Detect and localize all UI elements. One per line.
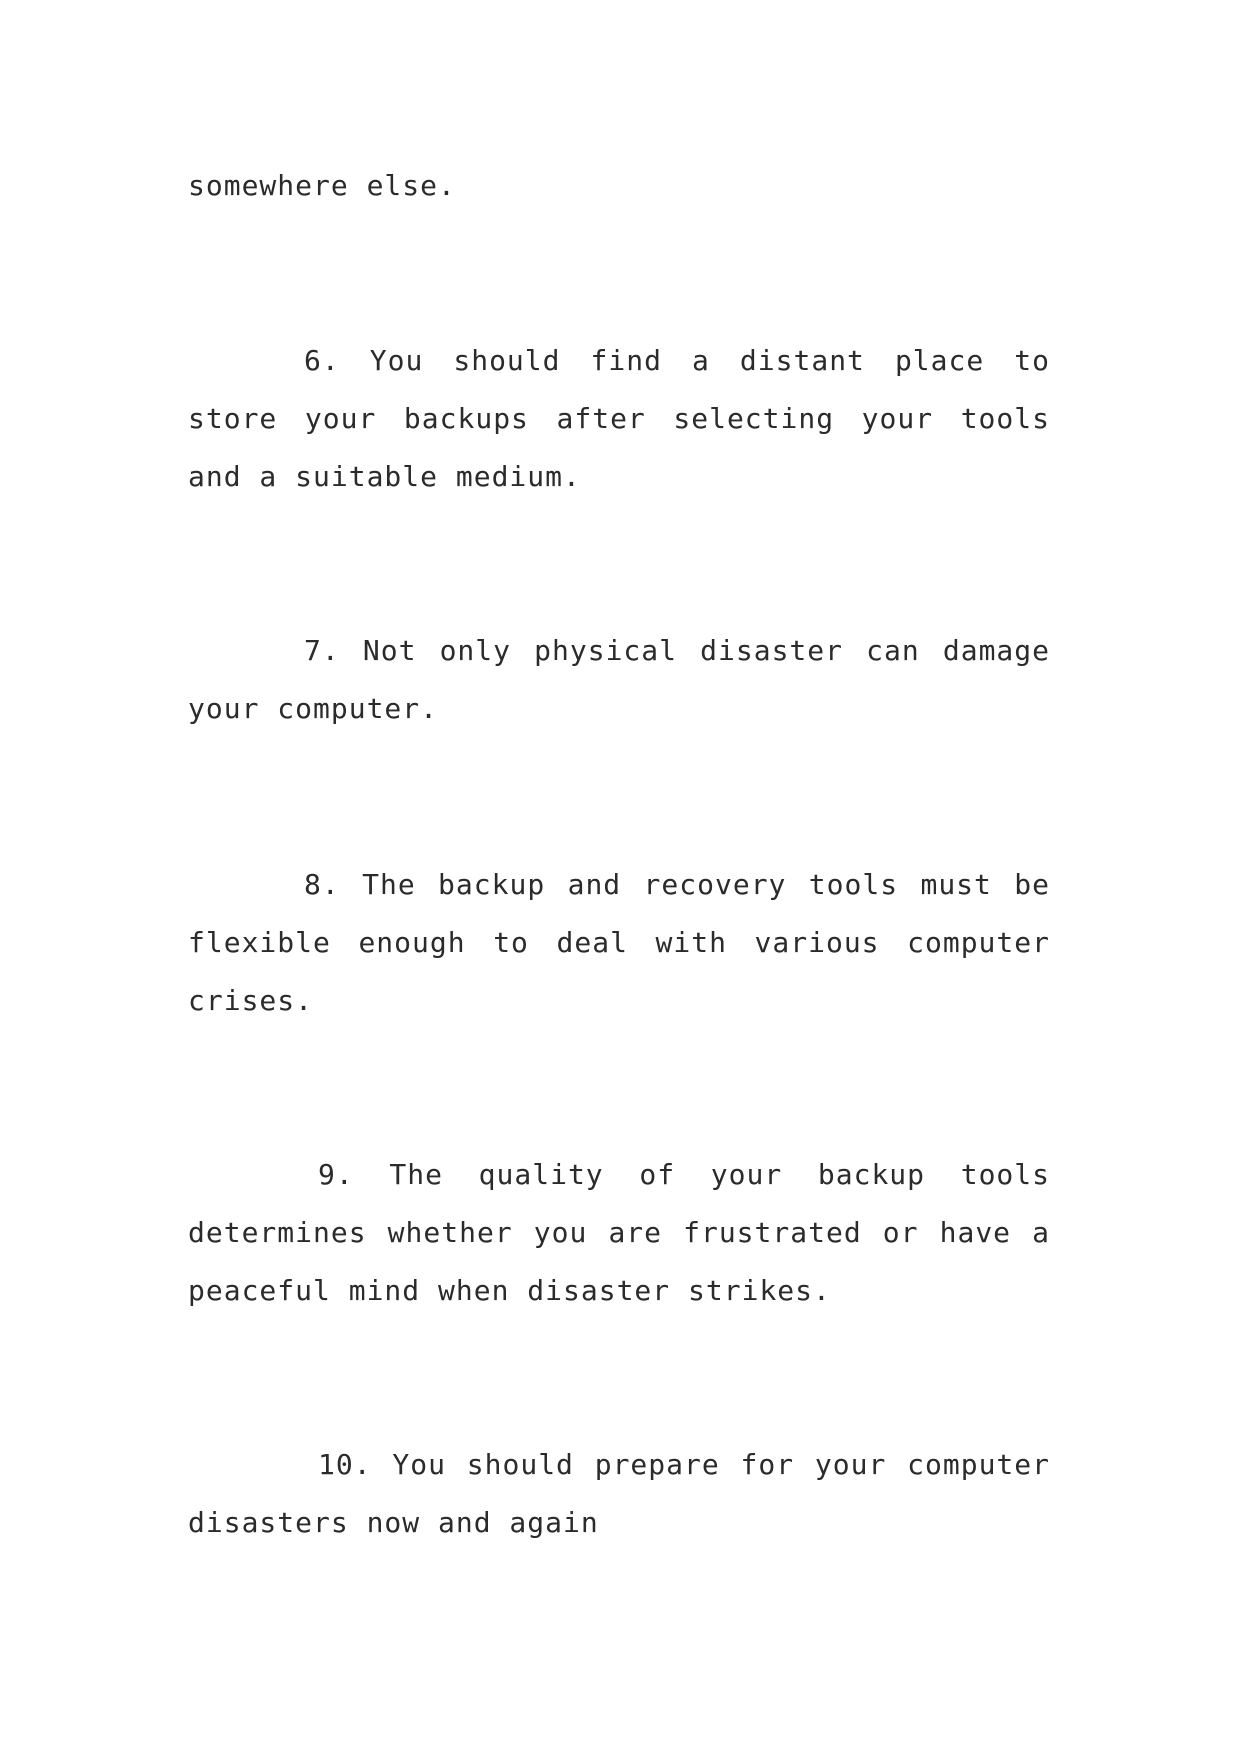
paragraph-10: 10. You should prepare for your computer disasters now and again — [188, 1448, 1050, 1539]
paragraph-9: 9. The quality of your backup tools determines whether you are frustrated or have a peaceful mind when disaster strikes. — [188, 1158, 1050, 1307]
paragraph-6: 6. You should find a distant place to store your backups after selecting your tools and a suitable medium. — [188, 344, 1050, 493]
paragraph-continuation: somewhere else. — [188, 169, 456, 202]
paragraph-7: 7. Not only physical disaster can damage your computer. — [188, 634, 1050, 725]
paragraph-8: 8. The backup and recovery tools must be flexible enough to deal with various computer crises. — [188, 868, 1050, 1017]
